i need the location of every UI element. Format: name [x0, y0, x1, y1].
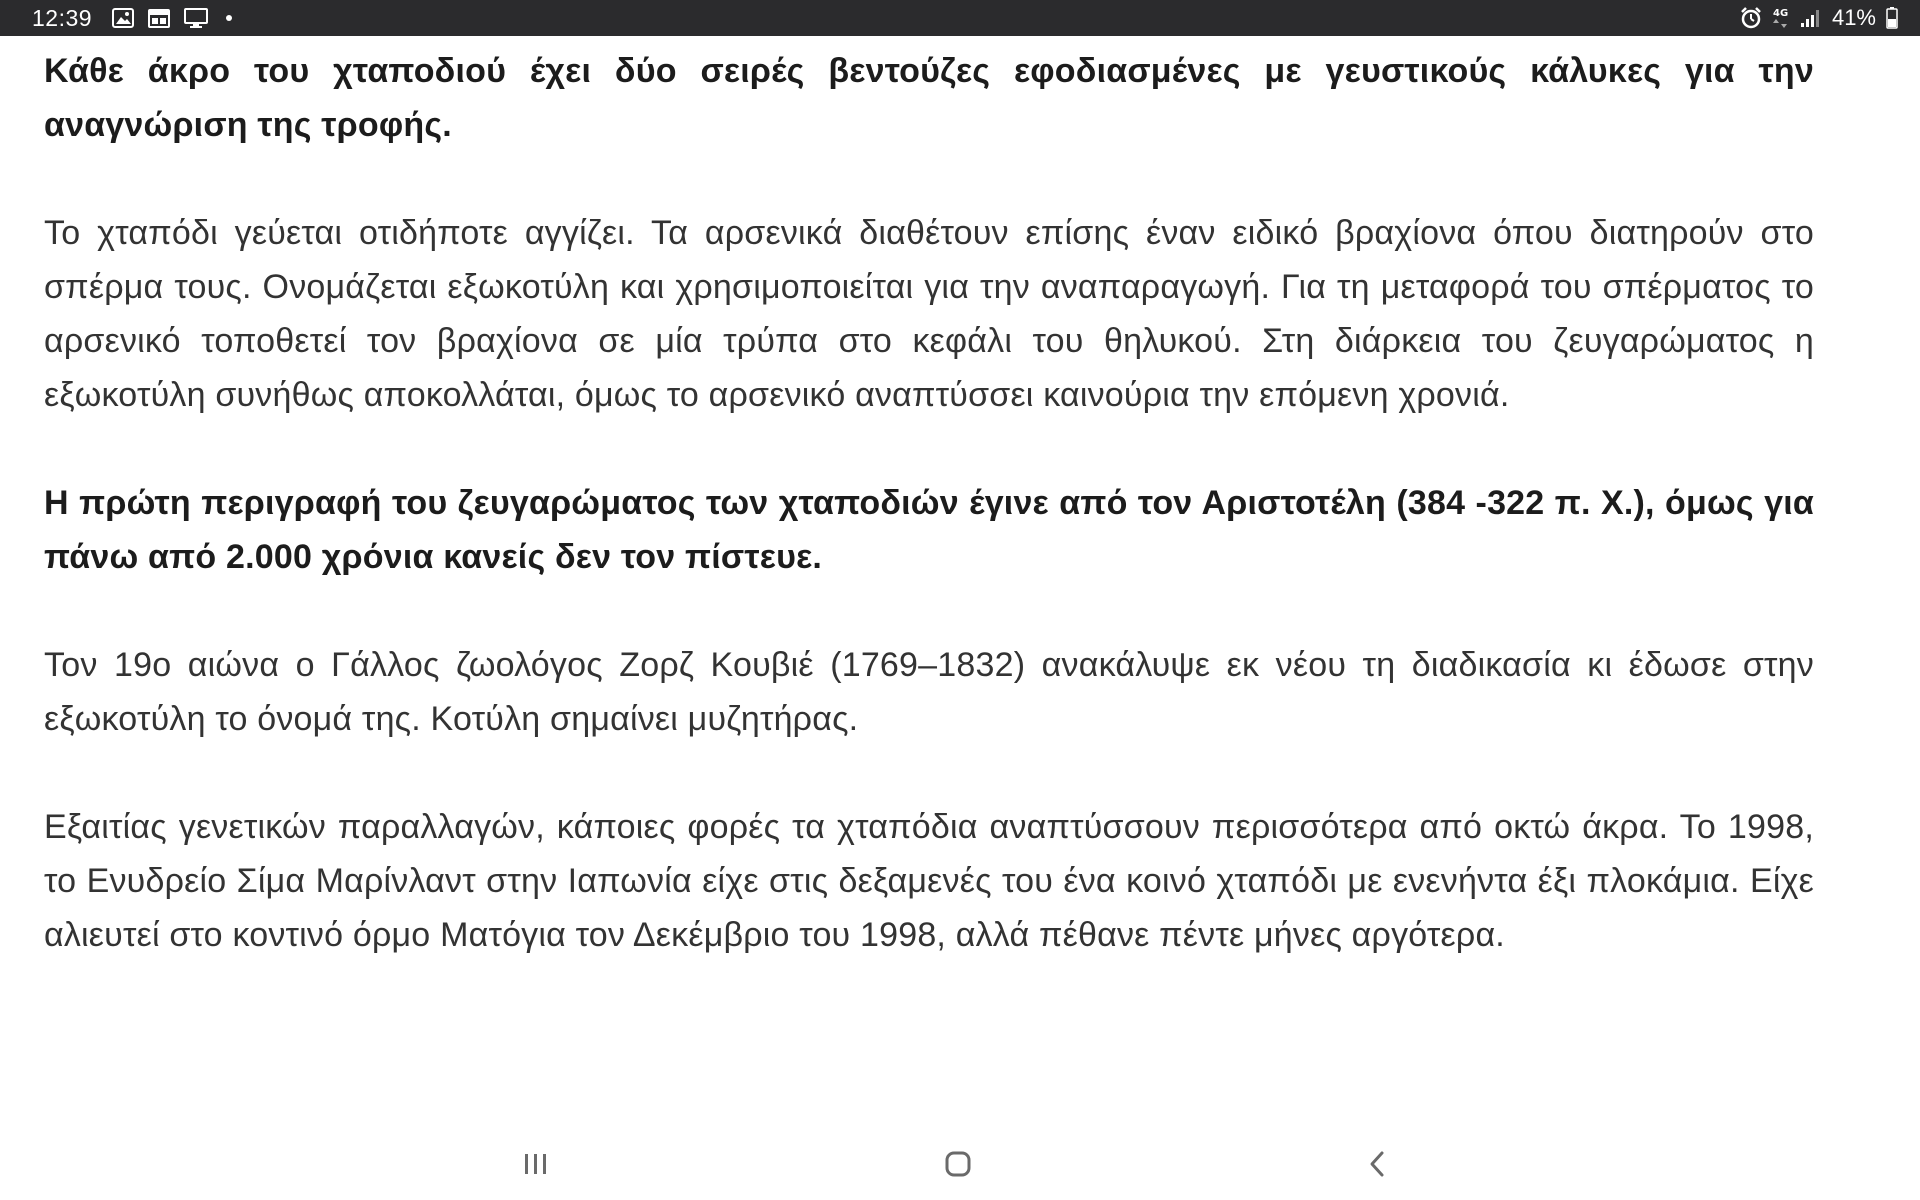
recent-apps-icon: [521, 1151, 551, 1177]
back-icon: [1365, 1149, 1391, 1179]
signal-bars-icon: [1800, 8, 1822, 28]
status-bar-right: [1740, 5, 1898, 31]
home-button[interactable]: [928, 1136, 988, 1192]
navigation-bar: [0, 1130, 1920, 1200]
home-icon: [943, 1149, 973, 1179]
paragraph-suckers: Κάθε άκρο του χταποδιού έχει δύο σειρές βεντούζες εφοδιασμένες με γευστικούς κάλυκες για την αναγνώριση της τροφής.: [44, 52, 1814, 144]
notification-dot-icon: [226, 15, 232, 21]
status-time: 12:39: [32, 4, 93, 31]
svg-text:4G: 4G: [1772, 8, 1789, 19]
battery-percentage: 41%: [1831, 5, 1876, 30]
paragraph-aristotle: Η πρώτη περιγραφή του ζευγαρώματος των χταποδιών έγινε από τον Αριστοτέλη (384 -322 π. Χ.), όμως για πάνω από 2.000 χρόνια κανείς δεν τον πίστευε.: [44, 484, 1814, 576]
paragraph-cuvier: Τον 19ο αιώνα ο Γάλλος ζωολόγος Ζορζ Κουβιέ (1769–1832) ανακάλυψε εκ νέου τη διαδικασία κι έδωσε στην εξωκοτύλη το όνομά της. Κοτύλη σημαίνει μυζητήρας.: [44, 646, 1814, 738]
paragraph-genetic-variations: Εξαιτίας γενετικών παραλλαγών, κάποιες φορές τα χταπόδια αναπτύσσουν περισσότερα από οκτώ άκρα. Το 1998, το Ενυδρείο Σίμα Μαρίνλαντ στην Ιαπωνία είχε στις δεξαμενές του ένα κοινό χταπόδι με ενενήντα έξι πλοκάμια. Είχε αλιευτεί στο κοντινό όρμο Ματόγια τον Δεκέμβριο του 1998, αλλά πέθανε πέντε μήνες αργότερα.: [44, 808, 1814, 954]
paragraph-hectocotylus: Το χταπόδι γεύεται οτιδήποτε αγγίζει. Τα αρσενικά διαθέτουν επίσης έναν ειδικό βραχίονα όπου διατηρούν στο σπέρμα τους. Ονομάζεται εξωκοτύλη και χρησιμοποιείται για την αναπαραγωγή. Για τη μεταφορά του σπέρματος το αρσενικό τοποθετεί τον βραχίονα σε μία τρύπα στο κεφάλι του θηλυκού. Στη διάρκεια του ζευγαρώματος η εξωκοτύλη συνήθως αποκολλάται, όμως το αρσενικό αναπτύσσει καινούρια την επόμενη χρονιά.: [44, 214, 1814, 414]
recent-apps-button[interactable]: [506, 1136, 566, 1192]
back-button[interactable]: [1348, 1136, 1408, 1192]
status-bar: [0, 0, 1920, 36]
status-bar-left: [32, 5, 232, 32]
article-content: [44, 44, 1814, 1016]
battery-icon: [1886, 7, 1898, 29]
calendar-icon: [148, 8, 170, 28]
cast-screen-icon: [184, 8, 208, 28]
image-icon: [112, 8, 134, 28]
alarm-icon: [1740, 7, 1762, 29]
network-4g-icon: [1772, 6, 1790, 30]
